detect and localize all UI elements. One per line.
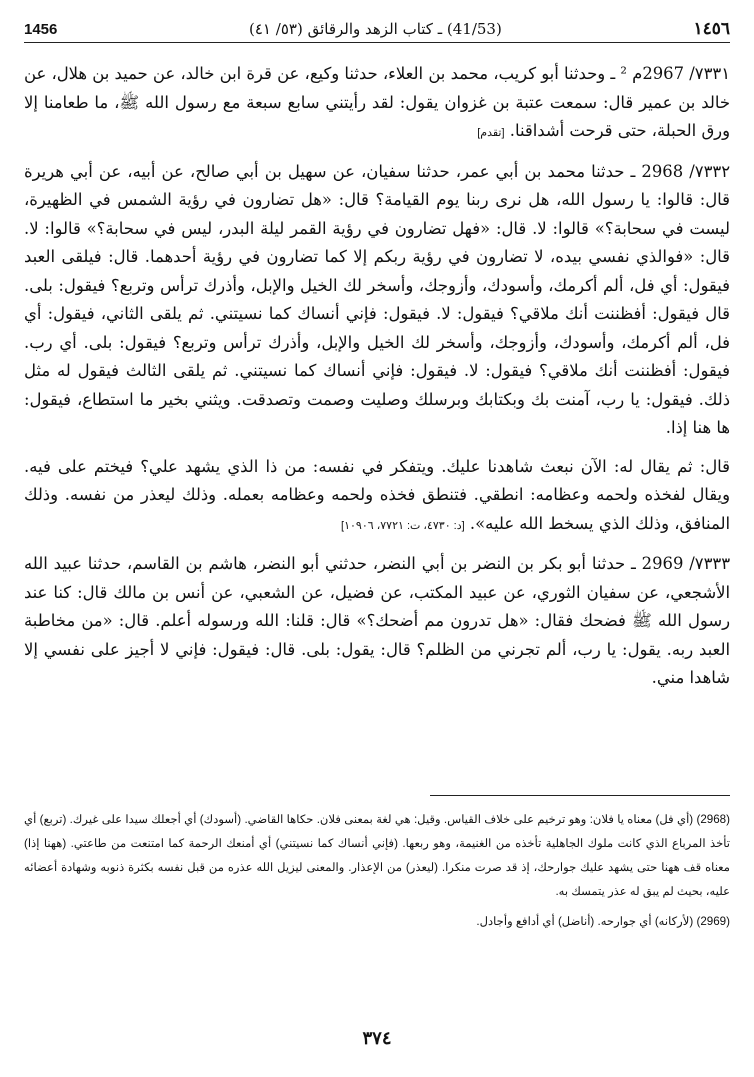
- running-title: (41/53) ـ كتاب الزهد والرقائق (٥٣/ ٤١): [249, 20, 502, 38]
- hadith-7332-ref: [د: ٤٧٣٠، ت: ٧٧٢١، ١٠٩٠٦]: [341, 519, 465, 532]
- footnote-divider: [430, 795, 730, 796]
- hadith-7333: [24, 550, 730, 693]
- page-number-arabic: ١٤٥٦: [693, 19, 730, 39]
- hadith-text: [24, 60, 730, 703]
- hadith-7332-cont: [24, 453, 730, 541]
- footnote-2969: (2969) (لأركانه) أي جوارحه. (أناضل) أي أدافع وأجادل.: [476, 915, 730, 928]
- hadith-7332-cont-text: قال: ثم يقال له: الآن نبعث شاهدنا عليك. ويتفكر في نفسه: من ذا الذي يشهد علي؟ فيختم على فيه. ويقال لفخذه ولحمه وعظامه: انطقي. فتنطق فخذه ولحمه وعظامه بعمله. وذلك ليعذر من نفسه. وذلك المنافق، وذلك الذي يسخط الله عليه».: [24, 456, 730, 533]
- hadith-7332: [24, 158, 730, 443]
- hadith-7331-ref: [تقدم]: [477, 127, 505, 139]
- footnotes: [24, 808, 730, 940]
- hadith-7332-text: ٧٣٣٢/ 2968 ـ حدثنا محمد بن أبي عمر، حدثنا سفيان، عن سهيل بن أبي صالح، عن أبيه، عن أبي هريرة قال: قالوا: يا رسول الله، هل نرى ربنا يوم القيامة؟ قال: «هل تضارون في رؤية الشمس في الظهيرة، ليست في سحابة؟» قالوا: لا. قال: «فهل تضارون في رؤية القمر ليلة البدر، ليس في سحابة؟» قالوا: لا. قال: «فوالذي نفسي بيده، لا تضارون في رؤية ربكم إلا كما تضارون في رؤية أحدهما. قال: فيلقى العبد فيقول: أي فل، ألم أكرمك، وأسودك، وأزوجك، وأسخر لك الخيل والإبل، وأذرك ترأس وتربع؟ فيقول: بلى. قال فيقول: أفظننت أنك ملاقي؟ فيقول: لا. فيقول: فإني أنساك كما نسيتني. ثم يلقى الثاني، فيقول: أي فل، ألم أكرمك، وأسودك، وأزوجك، وأسخر لك الخيل والإبل، وأذرك ترأس وتربع؟ فيقول: بلى. أي رب. فيقول: أفظننت أنك ملاقي؟ فيقول: لا. فيقول: فإني أنساك كما نسيتني. ثم يلقى الثالث فيقول له مثل ذلك. فيقول: يا رب، آمنت بك وبكتابك وبرسلك وصليت وصمت وتصدقت. ويثني بخير ما استطاع، فيقول: ها هنا إذا.: [24, 161, 730, 437]
- hadith-7331-text: ٧٣٣١/ 2967م ² ـ وحدثنا أبو كريب، محمد بن العلاء، حدثنا وكيع، عن قرة ابن خالد، عن حميد بن هلال، عن خالد بن عمير قال: سمعت عتبة بن غزوان يقول: لقد رأيتني سابع سبعة مع رسول الله ﷺ، ما طعامنا إلا ورق الحبلة، حتى قرحت أشداقنا.: [23, 64, 730, 140]
- footnote-2968: (2968) (أي فل) معناه يا فلان: وهو ترخيم على خلاف القياس. وقيل: هي لغة بمعنى فلان. حكاها القاضي. (أسودك) أي أجعلك سيدا على غيرك. (تربع) أي تأخذ المرباع الذي كانت ملوك الجاهلية تأخذه من الغنيمة، وهو ربعها. (فإني أنساك كما نسيتني) أي أمنعك الرحمة كما امتنعت من طاعتي. (ههنا إذا) معناه قف ههنا حتى يشهد عليك جوارحك، إذ قد صرت منكرا. (ليعذر) من الإعذار. والمعنى ليزيل الله عذره من قبل نفسه بكثرة ذنوبه وشهادة أعضائه عليه، بحيث لم يبق له عذر يتمسك به.: [24, 813, 730, 898]
- hadith-7333-text: ٧٣٣٣/ 2969 ـ حدثنا أبو بكر بن النضر بن أبي النضر، حدثني أبو النضر، هاشم بن القاسم، حدثنا عبيد الله الأشجعي، عن سفيان الثوري، عن عبيد المكتب، عن فضيل، عن الشعبي، عن أنس بن مالك قال: كنا عند رسول الله ﷺ فضحك فقال: «هل تدرون مم أضحك؟» قال: قلنا: الله ورسوله أعلم. قال: «من مخاطبة العبد ربه. يقول: يا رب، ألم تجرني من الظلم؟ قال: يقول: بلى. قال: فيقول: فإني لا أجيز على نفسي إلا شاهدا مني.: [24, 554, 730, 687]
- page-footer-number: ٣٧٤: [362, 1028, 392, 1049]
- hadith-7331: [24, 60, 730, 148]
- page-header: [24, 16, 730, 43]
- page-number-latin: 1456: [24, 20, 58, 38]
